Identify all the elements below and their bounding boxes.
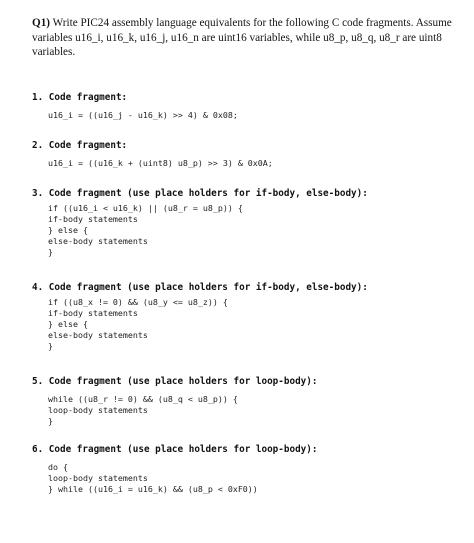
code-fragment-3 (32, 188, 452, 258)
code-line: } (48, 247, 53, 257)
question-text: Write PIC24 assembly language equivalents for the following C code fragments. Assume variables u16_i, u16_k, u16_j, u16_n are uint16 variables, while u8_p, u8_q, u8_r are uint8 variables. (32, 17, 452, 58)
code-line: loop-body statements (48, 405, 148, 415)
code-line: if ((u8_x != 0) && (u8_y <= u8_z)) { (48, 297, 228, 307)
fragment-heading: 2. Code fragment: (32, 140, 128, 151)
code-line: else-body statements (48, 330, 148, 340)
fragment-heading: 4. Code fragment (use place holders for if-body, else-body): (32, 282, 368, 293)
code-line: if-body statements (48, 214, 138, 224)
fragment-heading: 1. Code fragment: (32, 92, 128, 103)
code-fragment-5 (32, 376, 452, 427)
code-line: u16_i = ((u16_k + (uint8) u8_p) >> 3) & 0x0A; (48, 158, 273, 168)
code-line: do { (48, 462, 68, 472)
code-fragment-1 (32, 92, 452, 121)
code-line: u16_i = ((u16_j - u16_k) >> 4) & 0x08; (48, 110, 238, 120)
code-line: } (48, 416, 53, 426)
code-line: if-body statements (48, 308, 138, 318)
code-line: } while ((u16_i = u16_k) && (u8_p < 0xF0)) (48, 484, 258, 494)
fragment-heading: 5. Code fragment (use place holders for loop-body): (32, 376, 318, 387)
code-fragment-4 (32, 282, 452, 352)
fragment-heading: 6. Code fragment (use place holders for loop-body): (32, 444, 318, 455)
code-fragment-2 (32, 140, 452, 169)
question-label: Q1) (32, 17, 51, 29)
code-line: } else { (48, 225, 88, 235)
fragment-heading: 3. Code fragment (use place holders for if-body, else-body): (32, 188, 368, 199)
code-line: loop-body statements (48, 473, 148, 483)
code-line: } (48, 341, 53, 351)
code-line: if ((u16_i < u16_k) || (u8_r = u8_p)) { (48, 203, 243, 213)
code-fragment-6 (32, 444, 452, 495)
question-prompt (32, 16, 464, 60)
code-line: else-body statements (48, 236, 148, 246)
code-line: } else { (48, 319, 88, 329)
code-line: while ((u8_r != 0) && (u8_q < u8_p)) { (48, 394, 238, 404)
